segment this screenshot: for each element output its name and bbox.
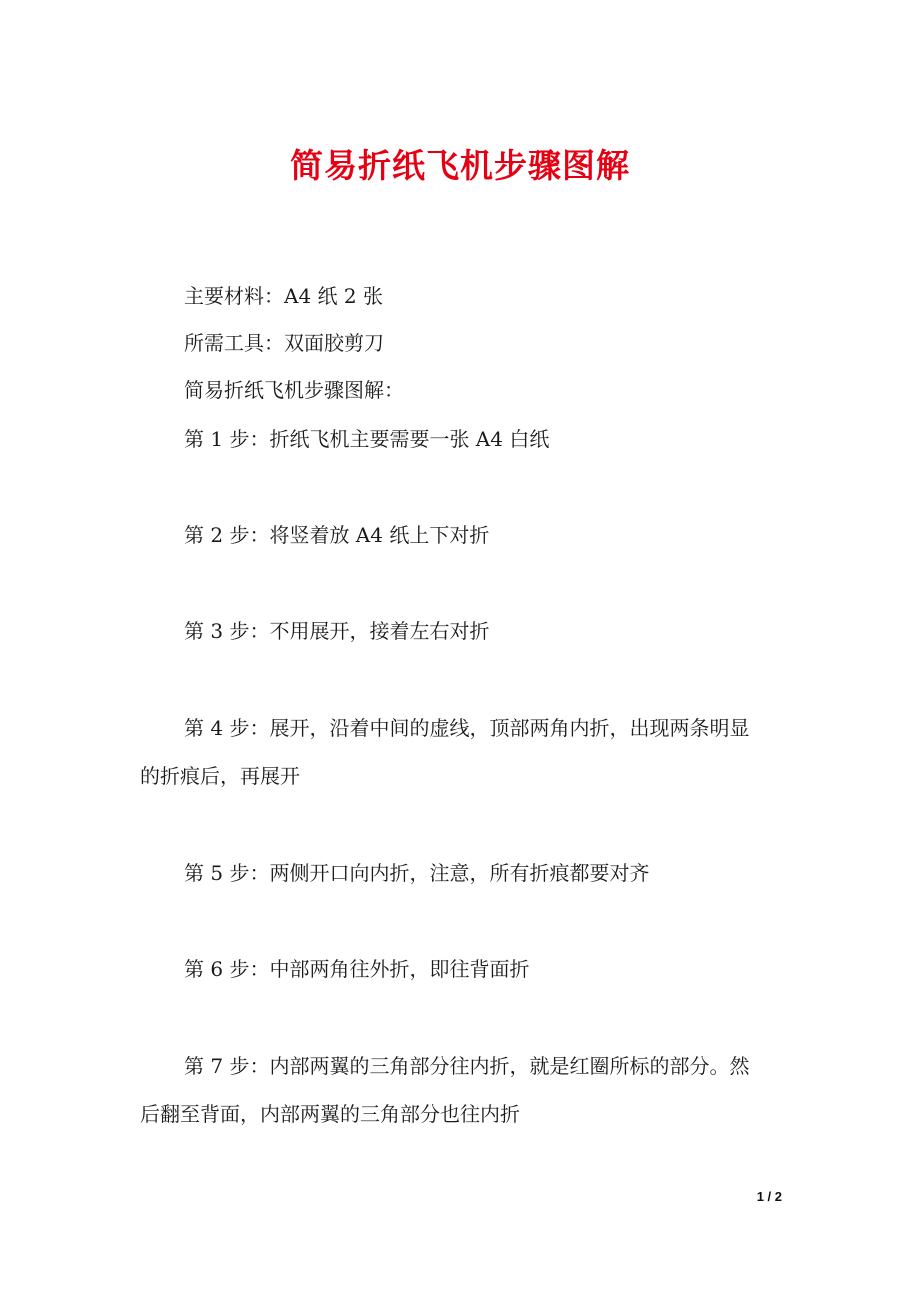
- step-7: 第 7 步：内部两翼的三角部分往内折，就是红圈所标的部分。然: [184, 1054, 750, 1078]
- document-title: 简易折纸飞机步骤图解: [290, 146, 630, 185]
- step-4-continuation: 的折痕后，再展开: [140, 764, 300, 788]
- intro-line: 简易折纸飞机步骤图解：: [184, 378, 404, 402]
- step-7-continuation: 后翻至背面，内部两翼的三角部分也往内折: [140, 1102, 520, 1126]
- page-number: 1 / 2: [756, 1189, 782, 1204]
- step-6: 第 6 步：中部两角往外折，即往背面折: [184, 957, 530, 981]
- step-2: 第 2 步：将竖着放 A4 纸上下对折: [184, 523, 490, 547]
- step-5: 第 5 步：两侧开口向内折，注意，所有折痕都要对齐: [184, 861, 650, 885]
- tools-line: 所需工具：双面胶剪刀: [184, 331, 384, 355]
- step-1: 第 1 步：折纸飞机主要需要一张 A4 白纸: [184, 427, 550, 451]
- step-3: 第 3 步：不用展开，接着左右对折: [184, 619, 490, 643]
- materials-line: 主要材料：A4 纸 2 张: [184, 284, 383, 308]
- step-4: 第 4 步：展开，沿着中间的虚线，顶部两角内折，出现两条明显: [184, 716, 750, 740]
